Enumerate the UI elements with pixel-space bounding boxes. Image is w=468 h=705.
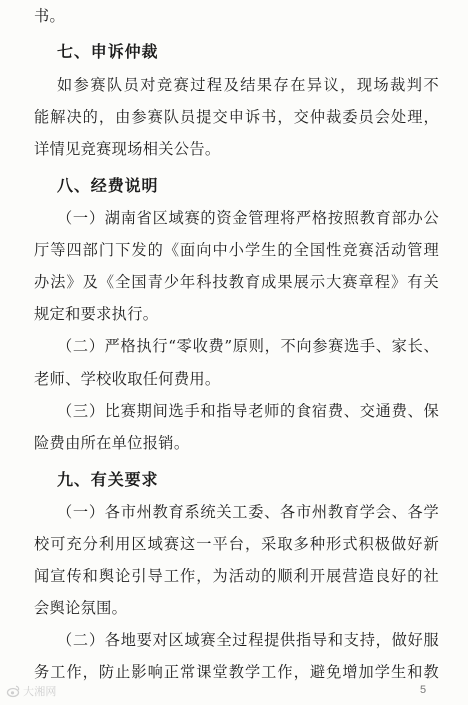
text-line: 详情见竞赛现场相关公告。 — [34, 140, 221, 158]
weibo-logo-icon — [6, 684, 20, 698]
text-line: 险费由所在单位报销。 — [34, 434, 190, 452]
text-line: 务工作，防止影响正常课堂教学工作，避免增加学生和教 — [34, 663, 439, 681]
text-line: 闻宣传和舆论引导工作，为活动的顺利开展营造良好的社 — [34, 567, 439, 585]
section-heading: 九、有关要求 — [57, 470, 159, 489]
text-line: （一）各市州教育系统关工委、各市州教育学会、各学 — [57, 503, 439, 521]
text-line: 老师、学校收取任何费用。 — [34, 370, 221, 388]
text-line: 规定和要求执行。 — [34, 305, 159, 323]
text-line: （三）比赛期间选手和指导老师的食宿费、交通费、保 — [57, 402, 439, 420]
text-line: （一）湖南省区域赛的资金管理将严格按照教育部办公 — [57, 209, 439, 227]
watermark — [6, 682, 57, 700]
text-line: 校可充分利用区域赛这一平台，采取多种形式积极做好新 — [34, 535, 439, 553]
section-heading: 八、经费说明 — [57, 176, 159, 195]
section-heading: 七、申诉仲裁 — [57, 42, 159, 61]
text-line: 如参赛队员对竞赛过程及结果存在异议，现场裁判不 — [57, 76, 439, 94]
text-line: 能解决的，由参赛队员提交申诉书，交仲裁委员会处理， — [34, 108, 439, 126]
text-line: 办法》及《全国青少年科技教育成果展示大赛章程》有关 — [34, 273, 439, 291]
watermark-text: 大湘网 — [23, 685, 57, 698]
text-line: （二）严格执行“零收费”原则，不向参赛选手、家长、 — [57, 337, 439, 355]
text-line: 会舆论氛围。 — [34, 599, 128, 617]
page-number: 5 — [420, 684, 427, 696]
text-line: 书。 — [34, 7, 66, 25]
text-line: 厅等四部门下发的《面向中小学生的全国性竞赛活动管理 — [34, 241, 439, 259]
text-line: （二）各地要对区域赛全过程提供指导和支持，做好服 — [57, 631, 439, 649]
